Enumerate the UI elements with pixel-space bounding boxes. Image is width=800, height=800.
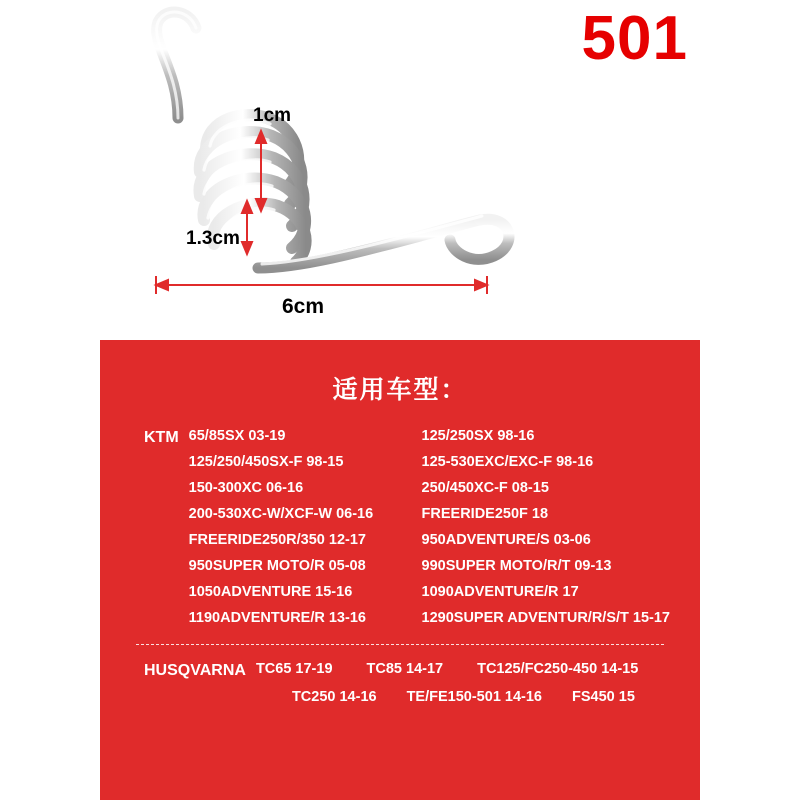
list-item: 1050ADVENTURE 15-16 bbox=[188, 584, 353, 600]
spring-illustration bbox=[0, 0, 800, 340]
section-divider bbox=[136, 644, 664, 645]
list-item: 125/250SX 98-16 bbox=[421, 428, 535, 444]
list-item: 1290SUPER ADVENTUR/R/S/T 15-17 bbox=[421, 610, 670, 626]
list-item: 1090ADVENTURE/R 17 bbox=[421, 584, 579, 600]
list-item: FREERIDE250R/350 12-17 bbox=[188, 532, 366, 548]
list-item: TC65 17-19 bbox=[255, 661, 333, 677]
list-item: FS450 15 bbox=[572, 689, 635, 705]
list-item: 150-300XC 06-16 bbox=[188, 480, 304, 496]
dimension-label-outer: 1.3cm bbox=[186, 228, 240, 249]
husqvarna-block bbox=[100, 661, 700, 705]
list-item: 950ADVENTURE/S 03-06 bbox=[421, 532, 591, 548]
ktm-brand-label: KTM bbox=[144, 429, 179, 446]
list-item: 200-530XC-W/XCF-W 06-16 bbox=[188, 506, 374, 522]
list-item: FREERIDE250F 18 bbox=[421, 506, 549, 522]
fitment-panel bbox=[100, 340, 700, 800]
list-item: TC85 14-17 bbox=[366, 661, 444, 677]
list-item: TE/FE150-501 14-16 bbox=[406, 689, 542, 705]
list-item: 250/450XC-F 08-15 bbox=[421, 480, 549, 496]
ktm-model-grid bbox=[189, 428, 670, 626]
husqvarna-model-list bbox=[256, 661, 670, 705]
list-item: 1190ADVENTURE/R 13-16 bbox=[188, 610, 366, 626]
list-item: 65/85SX 03-19 bbox=[188, 428, 286, 444]
list-item: 125-530EXC/EXC-F 98-16 bbox=[421, 454, 594, 470]
list-item: 125/250/450SX-F 98-15 bbox=[188, 454, 344, 470]
list-item: 990SUPER MOTO/R/T 09-13 bbox=[421, 558, 612, 574]
fitment-title: 适用车型： bbox=[332, 376, 468, 404]
spring-drawing bbox=[0, 0, 800, 340]
husqvarna-brand-label: HUSQVARNA bbox=[144, 662, 246, 679]
list-item: 950SUPER MOTO/R 05-08 bbox=[188, 558, 366, 574]
ktm-block bbox=[100, 428, 700, 626]
product-code-label: 501 bbox=[581, 4, 688, 73]
list-item: TC125/FC250-450 14-15 bbox=[477, 661, 639, 677]
dimension-label-length: 6cm bbox=[282, 295, 325, 318]
list-item: TC250 14-16 bbox=[291, 689, 377, 705]
dimension-label-inner: 1cm bbox=[253, 105, 292, 126]
